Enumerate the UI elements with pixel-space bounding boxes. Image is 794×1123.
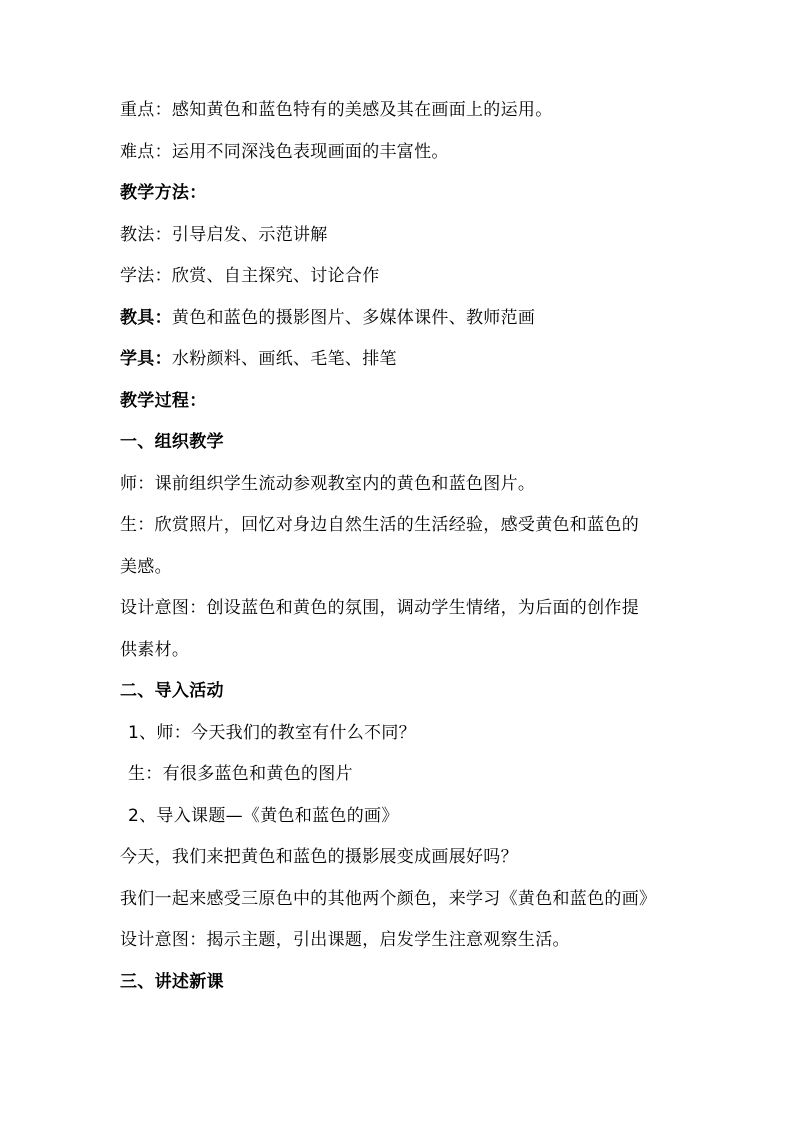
- s2-item2: 2、导入课题—《黄色和蓝色的画》: [128, 805, 399, 826]
- difficulty: 难点：运用不同深浅色表现画面的丰富性。: [120, 141, 449, 162]
- section3-heading: 三、讲述新课: [120, 971, 224, 992]
- document-body: [120, 100, 680, 1013]
- s2-design: 设计意图：揭示主题，引出课题，启发学生注意观察生活。: [120, 930, 570, 950]
- teaching-tools: [120, 308, 680, 328]
- key-point: 重点：感知黄色和蓝色特有的美感及其在画面上的运用。: [120, 100, 553, 120]
- s1-design-line1: 设计意图：创设蓝色和黄色的氛围，调动学生情绪，为后面的创作提: [120, 598, 639, 618]
- teaching-tools-label: 教具：: [120, 307, 172, 328]
- section1-heading: 一、组织教学: [120, 432, 224, 452]
- s2-together: 我们一起来感受三原色中的其他两个颜色，来学习《黄色和蓝色的画》: [120, 888, 657, 909]
- s1-student-line1: 生：欣赏照片，回忆对身边自然生活的生活经验，感受黄色和蓝色的: [120, 515, 639, 535]
- teaching-tools-text: 黄色和蓝色的摄影图片、多媒体课件、教师范画: [171, 307, 536, 328]
- s2-item1-teacher: 1、师：今天我们的教室有什么不同？: [128, 722, 416, 743]
- s1-student-line2: 美感。: [120, 556, 172, 577]
- learning-tools-label: 学具：: [120, 349, 172, 369]
- process-heading: 教学过程：: [120, 390, 207, 411]
- methods-heading: 教学方法：: [120, 183, 207, 203]
- learning-method: 学法：欣赏、自主探究、讨论合作: [120, 266, 380, 286]
- s2-item1-student: 生：有很多蓝色和黄色的图片: [128, 764, 353, 784]
- section2-heading: 二、导入活动: [120, 681, 224, 701]
- s1-teacher: 师：课前组织学生流动参观教室内的黄色和蓝色图片。: [120, 473, 536, 494]
- learning-tools-text: 水粉颜料、画纸、毛笔、排笔: [171, 349, 397, 369]
- teaching-method: 教法：引导启发、示范讲解: [120, 224, 328, 245]
- learning-tools: [120, 349, 680, 369]
- s2-today: 今天，我们来把黄色和蓝色的摄影展变成画展好吗？: [120, 847, 518, 867]
- s1-design-line2: 供素材。: [120, 639, 190, 660]
